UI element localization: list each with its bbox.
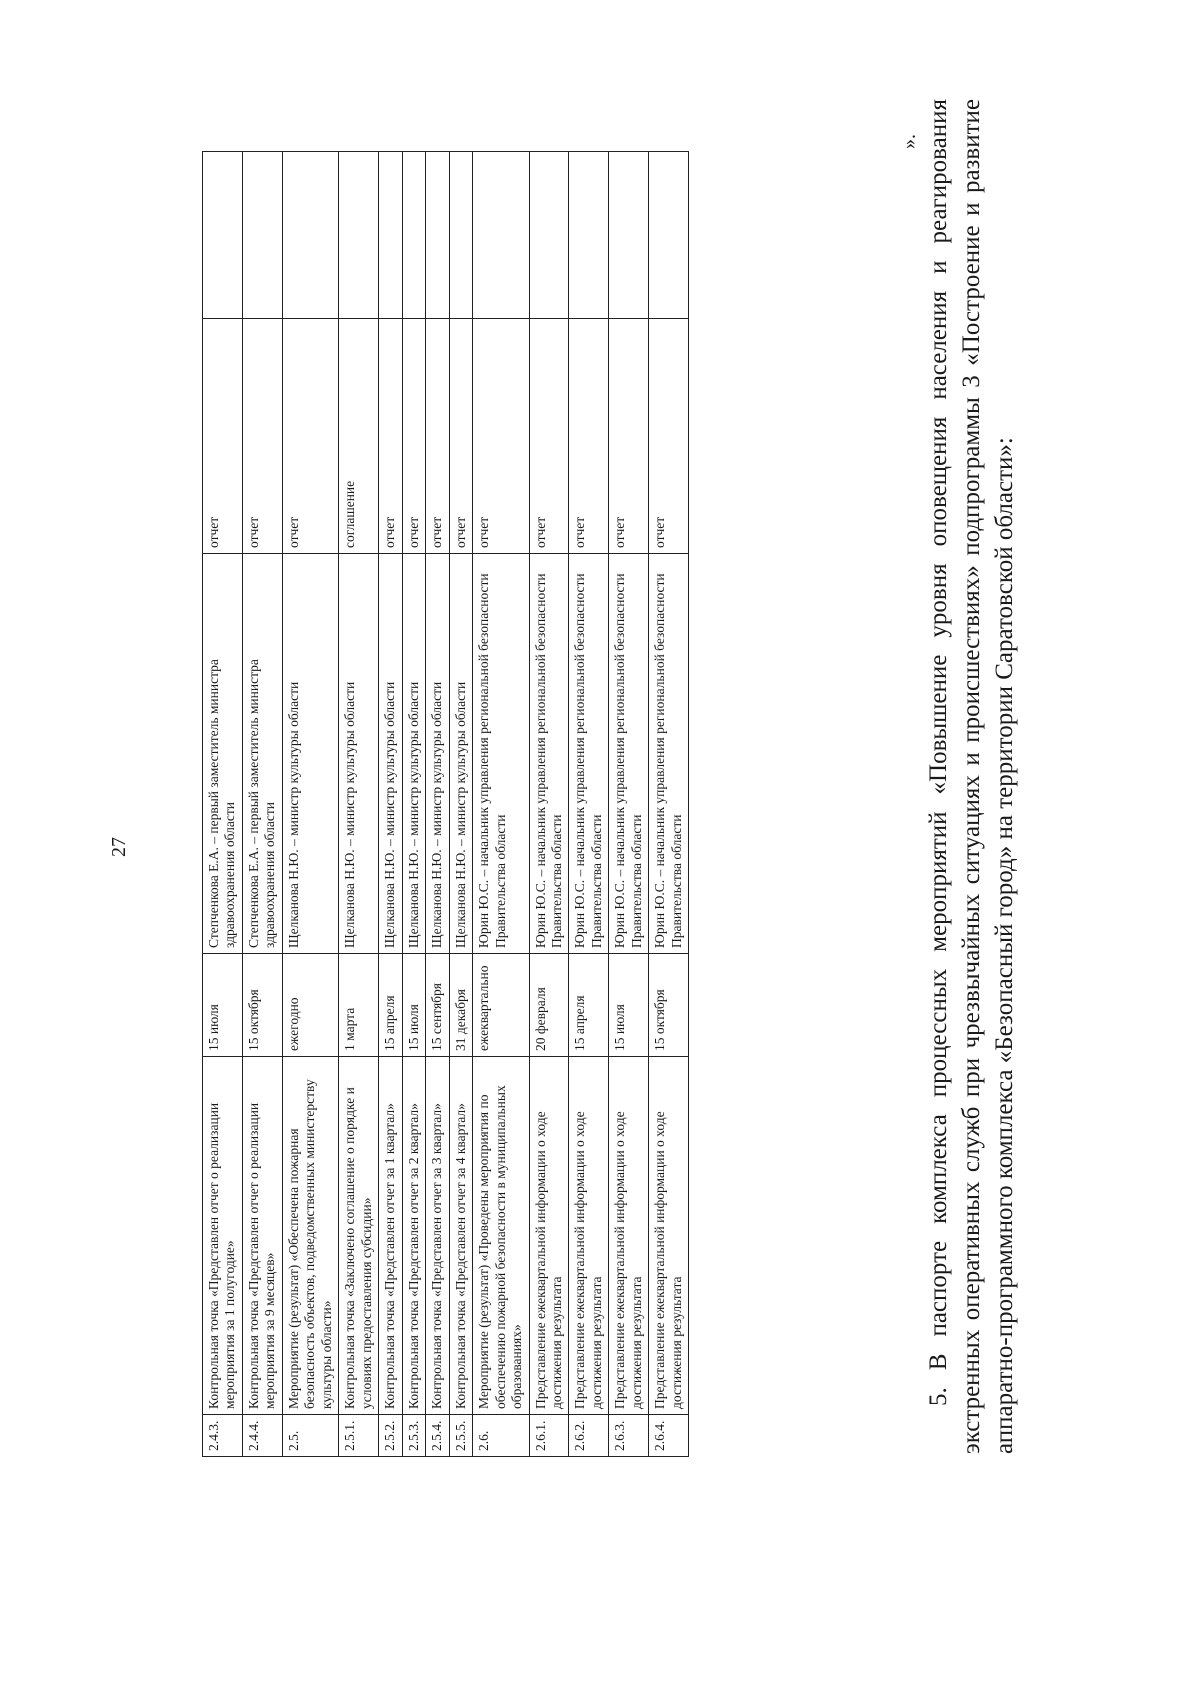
cell-event: Контрольная точка «Представлен отчет за 4 квартал» [449, 1057, 472, 1415]
cell-date: 15 октября [242, 954, 282, 1057]
cell-system [402, 152, 425, 319]
cell-responsible: Щелканова Н.Ю. – министр культуры области [339, 554, 379, 954]
table-row [449, 152, 472, 1457]
cell-date: ежеквартально [473, 954, 529, 1057]
cell-document: отчет [649, 319, 689, 554]
page-number: 27 [108, 837, 130, 857]
cell-responsible: Щелканова Н.Ю. – министр культуры области [282, 554, 338, 954]
cell-responsible: Щелканова Н.Ю. – министр культуры области [426, 554, 449, 954]
cell-event: Контрольная точка «Представлен отчет за 2 квартал» [402, 1057, 425, 1415]
cell-document: отчет [529, 319, 569, 554]
cell-responsible: Щелканова Н.Ю. – министр культуры области [449, 554, 472, 954]
cell-event: Контрольная точка «Представлен отчет за 1 квартал» [379, 1057, 402, 1415]
cell-document: отчет [242, 319, 282, 554]
cell-system [426, 152, 449, 319]
table-row [203, 152, 243, 1457]
table-row [569, 152, 609, 1457]
cell-document: отчет [449, 319, 472, 554]
cell-system [379, 152, 402, 319]
cell-responsible: Щелканова Н.Ю. – министр культуры области [379, 554, 402, 954]
table-row [402, 152, 425, 1457]
cell-event: Представление ежеквартальной информации о ходе достижения результата [569, 1057, 609, 1415]
closing-paragraph [922, 99, 1021, 1454]
cell-number: 2.6.3. [609, 1415, 649, 1457]
cell-date: 15 июля [402, 954, 425, 1057]
cell-system [609, 152, 649, 319]
cell-number: 2.5.4. [426, 1415, 449, 1457]
cell-system [529, 152, 569, 319]
table-row [379, 152, 402, 1457]
cell-system [569, 152, 609, 319]
table-row [242, 152, 282, 1457]
cell-system [339, 152, 379, 319]
cell-responsible: Юрин Ю.С. – начальник управления региональной безопасности Правительства области [569, 554, 609, 954]
cell-responsible: Щелканова Н.Ю. – министр культуры области [402, 554, 425, 954]
cell-date: 15 октября [649, 954, 689, 1057]
cell-document: соглашение [339, 319, 379, 554]
cell-date: 15 апреля [379, 954, 402, 1057]
cell-date: ежегодно [282, 954, 338, 1057]
table-row [529, 152, 569, 1457]
cell-event: Представление ежеквартальной информации о ходе достижения результата [649, 1057, 689, 1415]
table-body [203, 152, 689, 1457]
cell-number: 2.4.3. [203, 1415, 243, 1457]
cell-system [649, 152, 689, 319]
cell-number: 2.6.2. [569, 1415, 609, 1457]
cell-responsible: Юрин Ю.С. – начальник управления региональной безопасности Правительства области [529, 554, 569, 954]
cell-number: 2.5.5. [449, 1415, 472, 1457]
cell-system [449, 152, 472, 319]
cell-document: отчет [379, 319, 402, 554]
cell-number: 2.4.4. [242, 1415, 282, 1457]
cell-system [473, 152, 529, 319]
cell-number: 2.6.4. [649, 1415, 689, 1457]
cell-date: 20 февраля [529, 954, 569, 1057]
cell-date: 15 июля [203, 954, 243, 1057]
table-row [609, 152, 649, 1457]
cell-number: 2.5.1. [339, 1415, 379, 1457]
cell-responsible: Юрин Ю.С. – начальник управления региональной безопасности Правительства области [473, 554, 529, 954]
activities-table [202, 151, 689, 1457]
cell-date: 15 июля [609, 954, 649, 1057]
cell-event: Мероприятие (результат) «Проведены мероприятия по обеспечению пожарной безопасности в муниципальных образованиях» [473, 1057, 529, 1415]
cell-event: Контрольная точка «Представлен отчет о реализации мероприятия за 9 месяцев» [242, 1057, 282, 1415]
cell-responsible: Юрин Ю.С. – начальник управления региональной безопасности Правительства области [649, 554, 689, 954]
cell-event: Представление ежеквартальной информации о ходе достижения результата [529, 1057, 569, 1415]
cell-event: Контрольная точка «Заключено соглашение о порядке и условиях предоставления субсидии» [339, 1057, 379, 1415]
table-row [339, 152, 379, 1457]
cell-event: Контрольная точка «Представлен отчет за 3 квартал» [426, 1057, 449, 1415]
cell-document: отчет [402, 319, 425, 554]
paragraph-text: 5. В паспорте комплекса процессных мероприятий «Повышение уровня оповещения населения и реагирования экстренных оперативных служб при чрезвычайных ситуациях и происшествиях» подпрограммы 3 «Построение и развитие аппаратно-программного комплекса «Безопасный город» на территории Саратовской области»: [925, 99, 1018, 1454]
cell-date: 15 сентября [426, 954, 449, 1057]
cell-date: 1 марта [339, 954, 379, 1057]
cell-document: отчет [426, 319, 449, 554]
cell-system [282, 152, 338, 319]
table-row [649, 152, 689, 1457]
cell-document: отчет [473, 319, 529, 554]
closing-quote: ». [898, 134, 920, 149]
cell-document: отчет [282, 319, 338, 554]
cell-system [203, 152, 243, 319]
cell-number: 2.6. [473, 1415, 529, 1457]
cell-number: 2.5. [282, 1415, 338, 1457]
table-row [282, 152, 338, 1457]
cell-date: 15 апреля [569, 954, 609, 1057]
cell-system [242, 152, 282, 319]
cell-event: Мероприятие (результат) «Обеспечена пожарная безопасность объектов, подведомственных министерству культуры области» [282, 1057, 338, 1415]
cell-responsible: Юрин Ю.С. – начальник управления региональной безопасности Правительства области [609, 554, 649, 954]
cell-document: отчет [609, 319, 649, 554]
cell-responsible: Степченкова Е.А. – первый заместитель министра здравоохранения области [242, 554, 282, 954]
cell-responsible: Степченкова Е.А. – первый заместитель министра здравоохранения области [203, 554, 243, 954]
cell-number: 2.6.1. [529, 1415, 569, 1457]
cell-date: 31 декабря [449, 954, 472, 1057]
cell-event: Контрольная точка «Представлен отчет о реализации мероприятия за 1 полугодие» [203, 1057, 243, 1415]
cell-document: отчет [203, 319, 243, 554]
cell-number: 2.5.2. [379, 1415, 402, 1457]
cell-number: 2.5.3. [402, 1415, 425, 1457]
cell-document: отчет [569, 319, 609, 554]
cell-event: Представление ежеквартальной информации о ходе достижения результата [609, 1057, 649, 1415]
table-row [473, 152, 529, 1457]
table-row [426, 152, 449, 1457]
